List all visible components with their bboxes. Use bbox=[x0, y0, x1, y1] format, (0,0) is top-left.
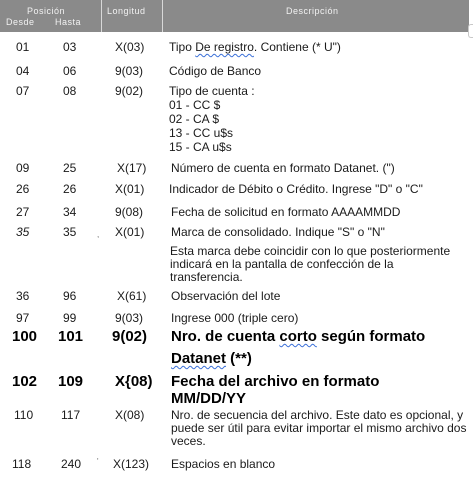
cell-longitud: X(61) bbox=[117, 289, 147, 303]
desc-text: (**) bbox=[226, 350, 252, 367]
cell-longitud: X{08) bbox=[115, 373, 153, 390]
cell-hasta: 35 bbox=[63, 225, 77, 239]
desc-text: Tipo bbox=[169, 40, 196, 54]
cell-descripcion: Observación del lote bbox=[171, 289, 281, 303]
cell-descripcion: Fecha del archivo en formato MM/DD/YY bbox=[171, 373, 380, 407]
spellcheck-text: corto bbox=[279, 328, 317, 345]
desc-text: Nro. de cuenta bbox=[171, 328, 280, 345]
cell-desde: 102 bbox=[12, 373, 38, 390]
cell-desde: 35 bbox=[16, 225, 30, 239]
cell-hasta: 34 bbox=[63, 205, 77, 219]
cell-desde: 27 bbox=[16, 205, 30, 219]
cell-descripcion: Fecha de solicitud en formato AAAAMMDD bbox=[171, 205, 401, 219]
cell-hasta: 96 bbox=[63, 289, 77, 303]
cell-desde: 01 bbox=[16, 40, 30, 54]
cell-hasta: 25 bbox=[63, 161, 77, 175]
cell-hasta: 99 bbox=[63, 311, 77, 325]
cell-hasta: 117 bbox=[61, 408, 81, 422]
cell-hasta: 03 bbox=[63, 40, 77, 54]
cell-hasta: 240 bbox=[61, 457, 82, 471]
cell-longitud: 9(03) bbox=[115, 311, 144, 325]
cell-longitud: X(01) bbox=[115, 225, 145, 239]
cell-descripcion-line: Tipo de cuenta : bbox=[169, 84, 255, 98]
cell-descripcion: Ingrese 000 (triple cero) bbox=[171, 311, 299, 325]
cell-desde: 26 bbox=[16, 182, 30, 196]
cell-descripcion: Número de cuenta en formato Datanet. (") bbox=[171, 161, 395, 175]
stray-mark: ' bbox=[97, 457, 99, 466]
stray-mark: , bbox=[97, 230, 100, 239]
cell-longitud: X(03) bbox=[115, 40, 145, 54]
header-posicion: Posición bbox=[27, 6, 66, 16]
header-desde: Desde bbox=[6, 17, 35, 27]
cell-descripcion-line: 15 - CA u$s bbox=[169, 140, 232, 154]
cell-desde: 07 bbox=[16, 84, 30, 98]
cell-hasta: 26 bbox=[63, 182, 77, 196]
cell-hasta: 109 bbox=[58, 373, 84, 390]
cell-descripcion: Marca de consolidado. Indique "S" o "N" bbox=[171, 225, 385, 239]
cell-longitud: 9(03) bbox=[115, 64, 144, 78]
cell-desde: 97 bbox=[16, 311, 30, 325]
cell-desde: 09 bbox=[16, 161, 30, 175]
cell-descripcion-line: 01 - CC $ bbox=[169, 98, 221, 112]
cell-descripcion bbox=[171, 328, 425, 345]
cell-descripcion: Indicador de Débito o Crédito. Ingrese "D" o "C" bbox=[169, 182, 423, 196]
cell-longitud: 9(08) bbox=[115, 205, 144, 219]
cell-descripcion bbox=[169, 41, 341, 54]
spellcheck-text: Datanet bbox=[171, 350, 227, 367]
cell-desde: 100 bbox=[12, 328, 38, 345]
header-longitud: Longitud bbox=[107, 6, 146, 16]
cell-hasta: 06 bbox=[63, 64, 77, 78]
cell-longitud: X(08) bbox=[115, 408, 145, 422]
desc-text: según formato bbox=[316, 328, 426, 345]
cell-longitud: 9(02) bbox=[115, 84, 144, 98]
header-descripcion: Descripción bbox=[286, 6, 339, 16]
desc-text: . Contiene (* U") bbox=[253, 40, 341, 54]
cell-descripcion: Esta marca debe coincidir con lo que posteriormente indicará en la pantalla de confección de la transferencia. bbox=[170, 244, 451, 284]
cell-longitud: 9(02) bbox=[112, 328, 148, 345]
spellcheck-text: De registro bbox=[195, 40, 254, 54]
header-hasta: Hasta bbox=[55, 17, 82, 27]
cell-desde: 110 bbox=[14, 408, 34, 422]
cell-longitud: X(123) bbox=[113, 457, 150, 471]
cell-longitud: X(17) bbox=[117, 161, 147, 175]
cell-descripcion: Espacios en blanco bbox=[171, 457, 276, 471]
cell-descripcion-line bbox=[171, 350, 252, 367]
page-edge-marker bbox=[468, 24, 473, 38]
table-header bbox=[0, 0, 469, 32]
cell-hasta: 08 bbox=[63, 84, 77, 98]
cell-descripcion: Código de Banco bbox=[169, 64, 262, 78]
cell-hasta: 101 bbox=[58, 328, 84, 345]
cell-descripcion-line: 02 - CA $ bbox=[169, 112, 220, 126]
header-divider bbox=[101, 0, 102, 32]
cell-desde: 04 bbox=[16, 64, 30, 78]
cell-descripcion-line: 13 - CC u$s bbox=[169, 126, 234, 140]
cell-descripcion: Nro. de secuencia del archivo. Este dato es opcional, y puede ser útil para evitar importar el mismo archivo dos veces. bbox=[171, 408, 467, 448]
cell-desde: 118 bbox=[12, 457, 32, 471]
header-divider bbox=[162, 0, 163, 32]
cell-longitud: X(01) bbox=[115, 182, 145, 196]
cell-desde: 36 bbox=[16, 289, 30, 303]
